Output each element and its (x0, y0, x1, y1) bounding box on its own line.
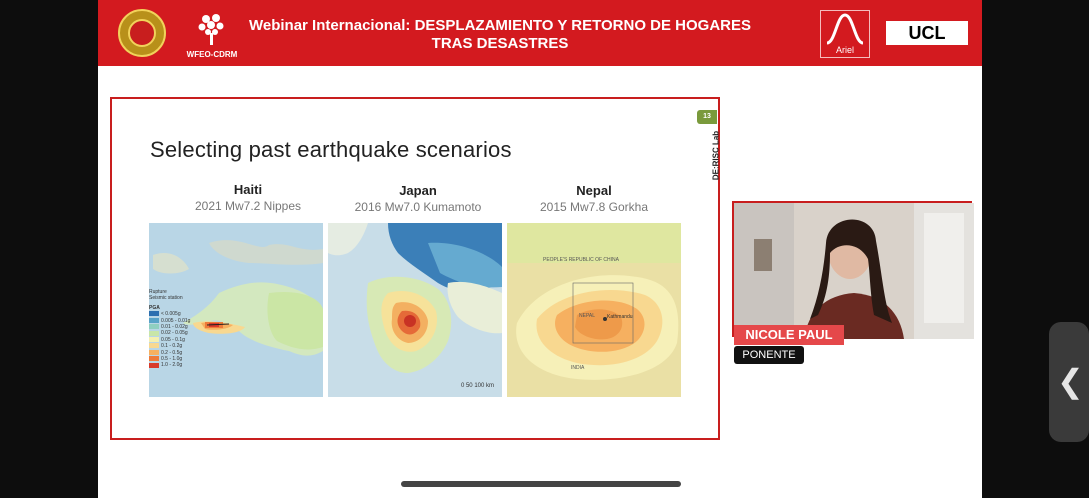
ucl-label: UCL (908, 23, 946, 43)
webinar-stage (98, 0, 982, 498)
speaker-role-tag: PONENTE (734, 346, 804, 364)
speaker-video (732, 201, 972, 337)
japan-event: 2016 Mw7.0 Kumamoto (354, 200, 482, 214)
society-seal-logo (118, 9, 166, 57)
lab-label: DE:RISC Lab (711, 130, 721, 181)
china-label: PEOPLE'S REPUBLIC OF CHINA (543, 257, 619, 263)
japan-country: Japan (399, 183, 437, 198)
haiti-shakemap (149, 223, 323, 397)
legend-item: 0.1 - 0.2g (149, 343, 190, 349)
webinar-title-line2: TRAS DESASTRES (431, 35, 569, 52)
webinar-title-line1: Webinar Internacional: DESPLAZAMIENTO Y RETORNO DE HOGARES (248, 17, 752, 34)
nepal-shakemap (507, 223, 681, 397)
wfeo-cdrm-logo (186, 9, 238, 61)
speaker-name-tag: NICOLE PAUL (734, 325, 844, 345)
legend-item: 0.02 - 0.05g (149, 330, 190, 336)
ariel-label: Ariel (835, 45, 854, 55)
chevron-left-icon: ❮ (1057, 363, 1084, 399)
legend-item: 0.2 - 0.5g (149, 350, 190, 356)
legend-item: 0.005 - 0.01g (149, 318, 190, 324)
legend-item: 0.5 - 1.0g (149, 356, 190, 362)
legend-title: PGA (149, 304, 160, 311)
legend-station: Seismic station (149, 295, 183, 302)
legend-item: < 0.005g (149, 311, 190, 317)
webinar-title (248, 17, 752, 53)
nepal-event: 2015 Mw7.8 Gorkha (539, 200, 649, 214)
haiti-heading (163, 182, 333, 213)
slide-number: 13 (697, 110, 717, 124)
nepal-label: NEPAL (579, 313, 596, 319)
ucl-logo (886, 21, 968, 45)
webinar-banner (98, 0, 982, 66)
wfeo-label: WFEO-CDRM (186, 50, 238, 59)
legend-item: 0.01 - 0.02g (149, 324, 190, 330)
legend-item: 0.05 - 0.1g (149, 337, 190, 343)
ariel-logo (820, 10, 870, 58)
city-label: Kathmandu (607, 314, 633, 320)
home-indicator-bar[interactable] (401, 481, 681, 487)
japan-heading (333, 183, 503, 214)
pga-legend (149, 289, 190, 369)
legend-rupture: Rupture (149, 289, 167, 295)
map-scale: 0 50 100 km (460, 383, 494, 389)
japan-shakemap (328, 223, 502, 397)
india-label: INDIA (571, 365, 585, 371)
nepal-country: Nepal (576, 183, 612, 198)
side-panel-handle[interactable] (1049, 322, 1089, 442)
haiti-event: 2021 Mw7.2 Nippes (194, 199, 302, 213)
nepal-heading (509, 183, 679, 214)
presentation-slide (110, 97, 720, 440)
slide-title: Selecting past earthquake scenarios (150, 137, 512, 162)
legend-item: 1.0 - 2.0g (149, 362, 190, 368)
haiti-country: Haiti (233, 182, 263, 197)
